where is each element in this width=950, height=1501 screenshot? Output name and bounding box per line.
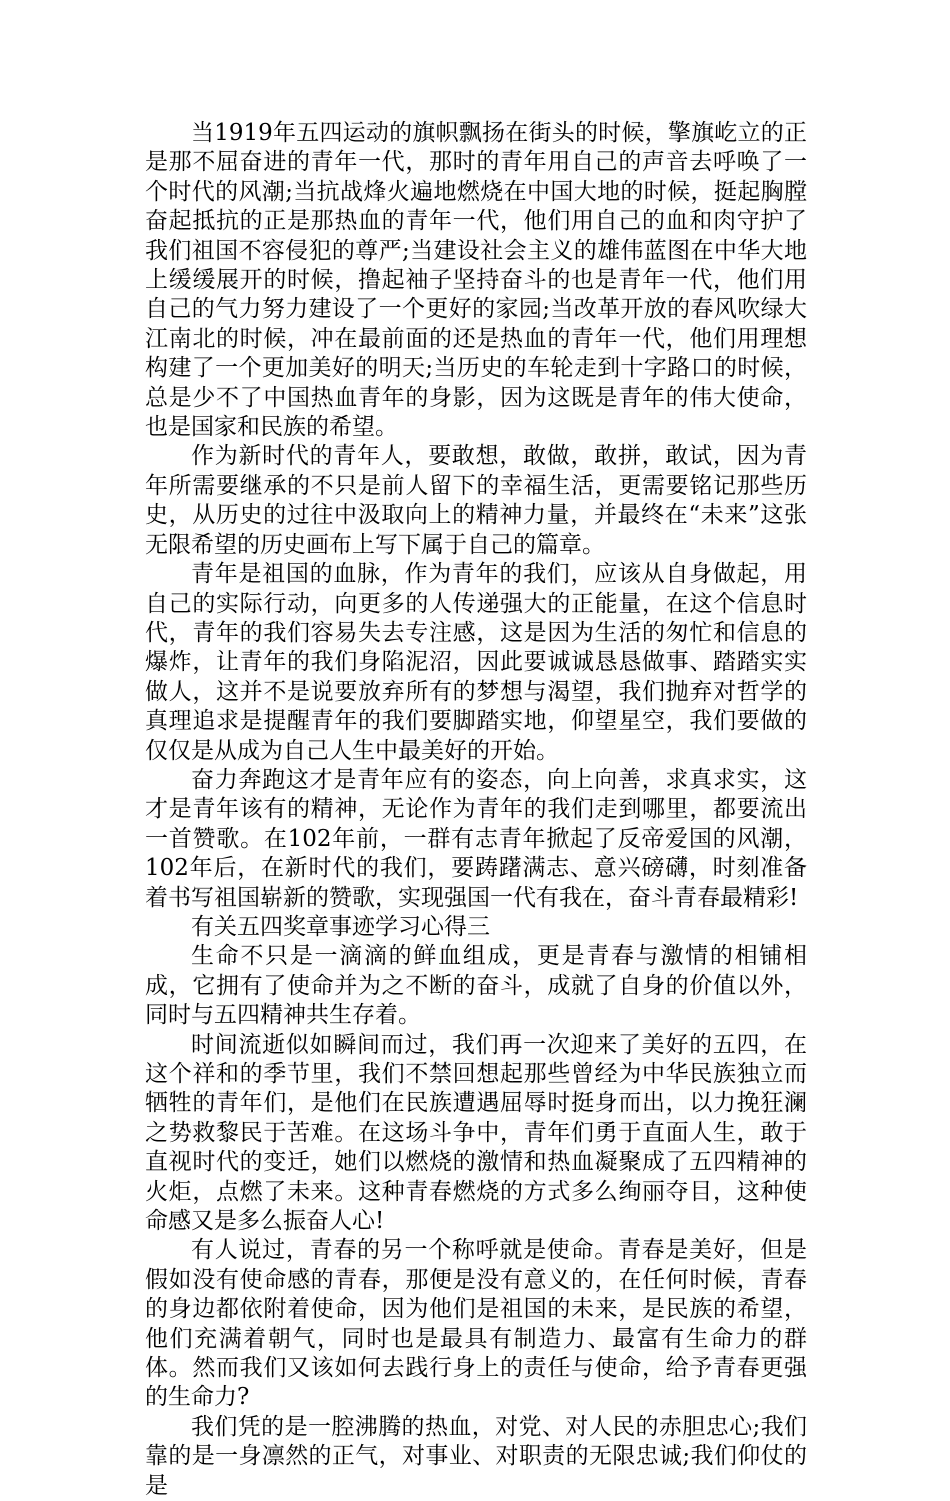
paragraph: 当1919年五四运动的旗帜飘扬在街头的时候，擎旗屹立的正是那不屈奋进的青年一代，那时的青年用自己的声音去呼唤了一个时代的风潮;当抗战烽火遍地燃烧在中国大地的时候，挺起胸膛奋起抵抗的正是那热血的青年一代，他们用自己的血和肉守护了我们祖国不容侵犯的尊严;当建设社会主义的雄伟蓝图在中华大地上缓缓展开的时候，撸起袖子坚持奋斗的也是青年一代，他们用自己的气力努力建设了一个更好的家园;当改革开放的春风吹绿大江南北的时候，冲在最前面的还是热血的青年一代，他们用理想构建了一个更加美好的明天;当历史的车轮走到十字路口的时候，总是少不了中国热血青年的身影，因为这既是青年的伟大使命，也是国家和民族的希望。: [145, 120, 807, 441]
paragraph: 生命不只是一滴滴的鲜血组成，更是青春与激情的相铺相成，它拥有了使命并为之不断的奋斗，成就了自身的价值以外，同时与五四精神共生存着。: [145, 943, 807, 1029]
paragraph: 奋力奔跑这才是青年应有的姿态，向上向善，求真求实，这才是青年该有的精神，无论作为青年的我们走到哪里，都要流出一首赞歌。在102年前，一群有志青年掀起了反帝爱国的风潮，102年后，在新时代的我们，要踌躇满志、意兴磅礴，时刻准备着书写祖国崭新的赞歌，实现强国一代有我在，奋斗青春最精彩!: [145, 766, 807, 911]
paragraph: 作为新时代的青年人，要敢想，敢做，敢拼，敢试，因为青年所需要继承的不只是前人留下的幸福生活，更需要铭记那些历史，从历史的过往中汲取向上的精神力量，并最终在“未来”这张无限希望的历史画布上写下属于自己的篇章。: [145, 443, 807, 558]
document-body: [145, 119, 807, 1501]
section-heading: 有关五四奖章事迹学习心得三: [191, 913, 490, 940]
paragraph: 青年是祖国的血脉，作为青年的我们，应该从自身做起，用自己的实际行动，向更多的人传递强大的正能量，在这个信息时代，青年的我们容易失去专注感，这是因为生活的匆忙和信息的爆炸，让青年的我们身陷泥沼，因此要诚诚恳恳做事、踏踏实实做人，这并不是说要放弃所有的梦想与渴望，我们抛弃对哲学的真理追求是提醒青年的我们要脚踏实地，仰望星空，我们要做的仅仅是从成为自己人生中最美好的开始。: [145, 561, 807, 764]
paragraph: 时间流逝似如瞬间而过，我们再一次迎来了美好的五四，在这个祥和的季节里，我们不禁回想起那些曾经为中华民族独立而牺牲的青年们，是他们在民族遭遇屈辱时挺身而出，以力挽狂澜之势救黎民于苦难。在这场斗争中，青年们勇于直面人生，敢于直视时代的变迁，她们以燃烧的激情和热血凝聚成了五四精神的火炬，点燃了未来。这种青春燃烧的方式多么绚丽夺目，这种使命感又是多么振奋人心!: [145, 1031, 807, 1235]
paragraph: 有人说过，青春的另一个称呼就是使命。青春是美好，但是假如没有使命感的青春，那便是没有意义的，在任何时候，青春的身边都依附着使命，因为他们是祖国的未来，是民族的希望，他们充满着朝气，同时也是最具有制造力、最富有生命力的群体。然而我们又该如何去践行身上的责任与使命，给予青春更强的生命力?: [145, 1237, 807, 1411]
paragraph: 我们凭的是一腔沸腾的热血，对党、对人民的赤胆忠心;我们靠的是一身凛然的正气，对事业、对职责的无限忠诚;我们仰仗的是: [145, 1413, 807, 1499]
